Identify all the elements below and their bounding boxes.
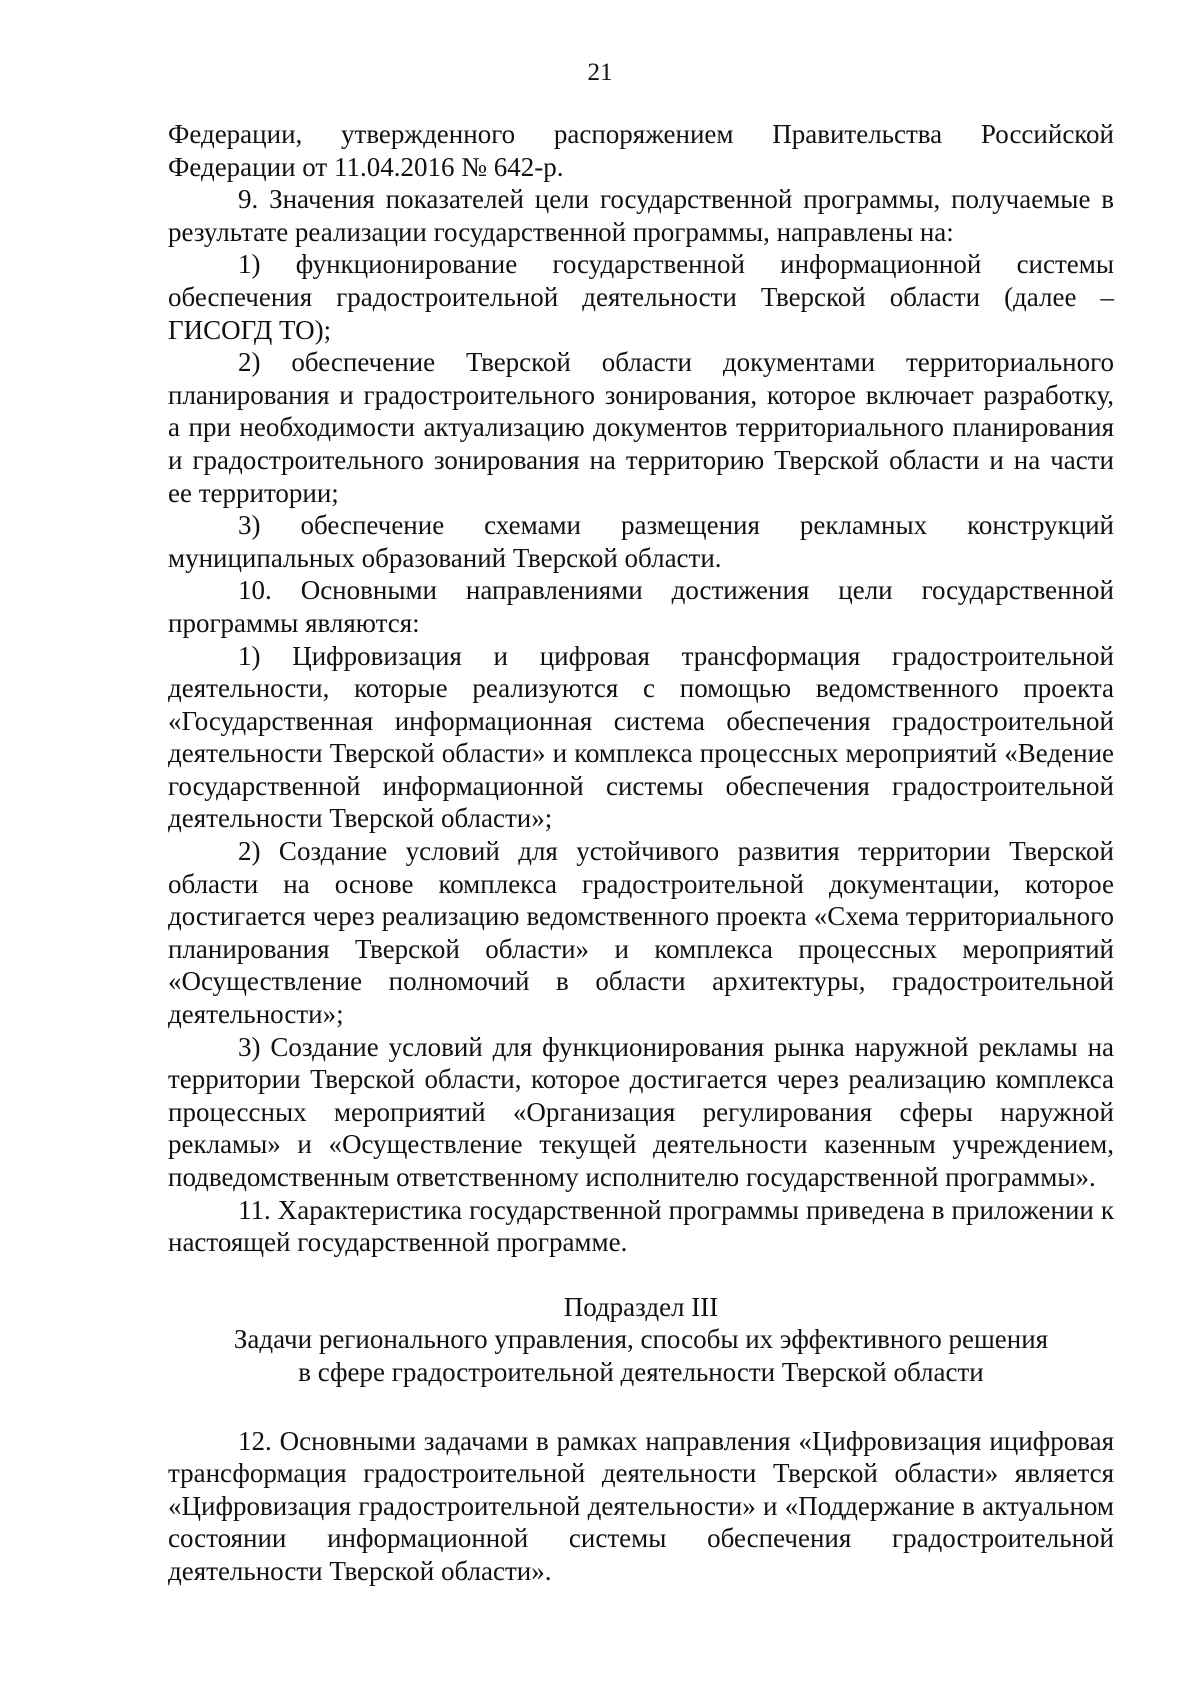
paragraph-continuation: Федерации, утвержденного распоряжением Правительства Российской Федерации от 11.04.2016 № 642-р. <box>168 119 1114 182</box>
paragraph-item-10-2: 2) Создание условий для устойчивого развития территории Тверской области на основе комплекса градостроительной документации, которое достигается через реализацию ведомственного проекта «Схема территориального планирования Тверской области» и комплекса процессных мероприятий «Осуществление полномочий в области архитектуры, градостроительной деятельности»; <box>168 836 1114 1030</box>
paragraph-item-9-1: 1) функционирование государственной информационной системы обеспечения градостроительной деятельности Тверской области (далее – ГИСОГД ТО); <box>168 249 1114 345</box>
section-label: Подраздел III <box>563 1291 719 1322</box>
paragraph-item-10-1: 1) Цифровизация и цифровая трансформация градостроительной деятельности, которые реализуются с помощью ведомственного проекта «Государственная информационная система обеспечения градостроительной деятельности Тверской области» и комплекса процессных мероприятий «Ведение государственной информационной системы обеспечения градостроительной деятельности Тверской области»; <box>168 640 1114 834</box>
paragraph-item-11: 11. Характеристика государственной программы приведена в приложении к настоящей государственной программе. <box>168 1194 1114 1258</box>
paragraph-item-12: 12. Основными задачами в рамках направления «Цифровизация ицифровая трансформация градостроительной деятельности Тверской области» является «Цифровизация градостроительной деятельности» и «Поддержание в актуальном состоянии информационной системы обеспечения градостроительной деятельности Тверской области». <box>168 1425 1114 1586</box>
paragraph-item-9-3: 3) обеспечение схемами размещения рекламных конструкций муниципальных образований Тверской области. <box>168 510 1114 573</box>
page-number: 21 <box>587 59 613 86</box>
paragraph-item-9-2: 2) обеспечение Тверской области документами территориального планирования и градостроительного зонирования, которое включает разработку, а при необходимости актуализацию документов территориального планирования и градостроительного зонирования на территорию Тверской области и на части ее территории; <box>168 347 1114 508</box>
section-heading <box>168 1291 1114 1389</box>
paragraph-item-10: 10. Основными направлениями достижения цели государственной программы являются: <box>168 575 1114 638</box>
section-title-line-1: Задачи регионального управления, способы их эффективного решения <box>233 1324 1049 1355</box>
document-body <box>168 118 1114 1588</box>
paragraph-item-10-3: 3) Создание условий для функционирования рынка наружной рекламы на территории Тверской области, которое достигается через реализацию комплекса процессных мероприятий «Организация регулирования сферы наружной рекламы» и «Осуществление текущей деятельности казенным учреждением, подведомственным ответственному исполнителю государственной программы». <box>168 1031 1114 1192</box>
section-title-line-2: в сфере градостроительной деятельности Тверской области <box>298 1356 984 1387</box>
paragraph-item-9: 9. Значения показателей цели государственной программы, получаемые в результате реализации государственной программы, направлены на: <box>168 184 1114 247</box>
